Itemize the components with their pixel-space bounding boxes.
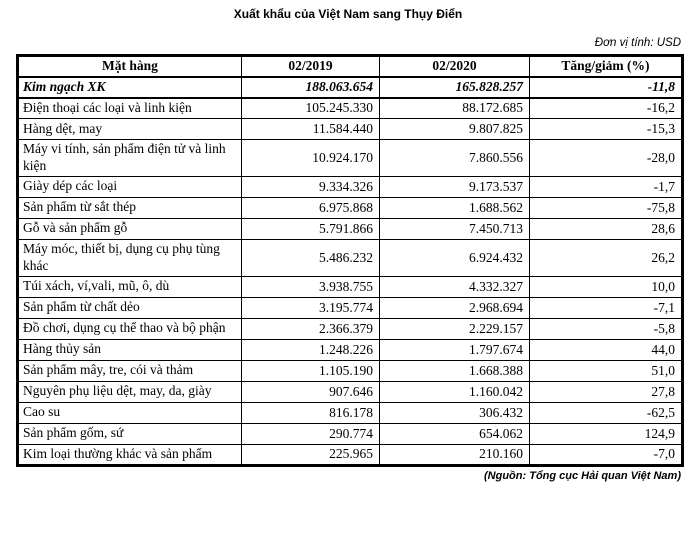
item-name-cell: Đồ chơi, dụng cụ thể thao và bộ phận — [18, 318, 242, 339]
value-2020-cell: 165.828.257 — [380, 77, 530, 98]
page-title: Xuất khẩu của Việt Nam sang Thụy Điển — [233, 7, 463, 21]
value-2019-cell: 907.646 — [242, 381, 380, 402]
change-pct-cell: 10,0 — [530, 276, 683, 297]
value-2020-cell: 4.332.327 — [380, 276, 530, 297]
table-row — [18, 140, 683, 177]
item-name-cell: Kim ngạch XK — [18, 77, 242, 98]
value-2020-cell: 9.173.537 — [380, 176, 530, 197]
change-pct-cell: 44,0 — [530, 339, 683, 360]
value-2019-cell: 1.248.226 — [242, 339, 380, 360]
change-pct-cell: 124,9 — [530, 423, 683, 444]
value-2019-cell: 1.105.190 — [242, 360, 380, 381]
value-2019-cell: 2.366.379 — [242, 318, 380, 339]
table-row — [18, 381, 683, 402]
value-2020-cell: 1.797.674 — [380, 339, 530, 360]
change-pct-cell: -62,5 — [530, 402, 683, 423]
change-pct-cell: 26,2 — [530, 239, 683, 276]
item-name-cell: Sản phẩm từ chất dẻo — [18, 297, 242, 318]
value-2019-cell: 105.245.330 — [242, 98, 380, 119]
item-name-cell: Kim loại thường khác và sản phẩm — [18, 444, 242, 465]
value-2020-cell: 7.450.713 — [380, 218, 530, 239]
table-row — [18, 176, 683, 197]
item-name-cell: Sản phẩm mây, tre, cói và thảm — [18, 360, 242, 381]
change-pct-cell: -7,1 — [530, 297, 683, 318]
value-2020-cell: 210.160 — [380, 444, 530, 465]
column-header-item: Mặt hàng — [18, 56, 242, 77]
change-pct-cell: 51,0 — [530, 360, 683, 381]
value-2019-cell: 9.334.326 — [242, 176, 380, 197]
value-2020-cell: 9.807.825 — [380, 119, 530, 140]
value-2020-cell: 6.924.432 — [380, 239, 530, 276]
value-2019-cell: 3.195.774 — [242, 297, 380, 318]
table-row — [18, 360, 683, 381]
item-name-cell: Hàng thủy sản — [18, 339, 242, 360]
value-2020-cell: 88.172.685 — [380, 98, 530, 119]
source-note: (Nguồn: Tổng cục Hải quan Việt Nam) — [484, 469, 681, 482]
change-pct-cell: 27,8 — [530, 381, 683, 402]
item-name-cell: Cao su — [18, 402, 242, 423]
value-2019-cell: 225.965 — [242, 444, 380, 465]
summary-row — [18, 77, 683, 98]
table-row — [18, 197, 683, 218]
table-row — [18, 339, 683, 360]
item-name-cell: Sản phẩm từ sắt thép — [18, 197, 242, 218]
change-pct-cell: -75,8 — [530, 197, 683, 218]
item-name-cell: Túi xách, ví,vali, mũ, ô, dù — [18, 276, 242, 297]
value-2020-cell: 2.229.157 — [380, 318, 530, 339]
change-pct-cell: -16,2 — [530, 98, 683, 119]
change-pct-cell: 28,6 — [530, 218, 683, 239]
item-name-cell: Máy vi tính, sản phẩm điện tử và linh kiện — [18, 140, 242, 177]
value-2019-cell: 3.938.755 — [242, 276, 380, 297]
value-2020-cell: 7.860.556 — [380, 140, 530, 177]
value-2020-cell: 1.668.388 — [380, 360, 530, 381]
table-row — [18, 402, 683, 423]
value-2020-cell: 2.968.694 — [380, 297, 530, 318]
change-pct-cell: -7,0 — [530, 444, 683, 465]
value-2019-cell: 5.486.232 — [242, 239, 380, 276]
change-pct-cell: -5,8 — [530, 318, 683, 339]
unit-note: Đơn vị tính: USD — [594, 37, 681, 49]
table-row — [18, 423, 683, 444]
item-name-cell: Máy móc, thiết bị, dụng cụ phụ tùng khác — [18, 239, 242, 276]
value-2019-cell: 6.975.868 — [242, 197, 380, 218]
table-row — [18, 276, 683, 297]
value-2020-cell: 654.062 — [380, 423, 530, 444]
item-name-cell: Gỗ và sản phẩm gỗ — [18, 218, 242, 239]
table-row — [18, 297, 683, 318]
change-pct-cell: -15,3 — [530, 119, 683, 140]
table-row — [18, 239, 683, 276]
column-header-change-pct: Tăng/giảm (%) — [530, 56, 683, 77]
change-pct-cell: -1,7 — [530, 176, 683, 197]
value-2020-cell: 306.432 — [380, 402, 530, 423]
table-row — [18, 318, 683, 339]
value-2019-cell: 188.063.654 — [242, 77, 380, 98]
item-name-cell: Nguyên phụ liệu dệt, may, da, giày — [18, 381, 242, 402]
value-2019-cell: 11.584.440 — [242, 119, 380, 140]
value-2020-cell: 1.688.562 — [380, 197, 530, 218]
change-pct-cell: -11,8 — [530, 77, 683, 98]
change-pct-cell: -28,0 — [530, 140, 683, 177]
value-2020-cell: 1.160.042 — [380, 381, 530, 402]
column-header-feb-2020: 02/2020 — [380, 56, 530, 77]
item-name-cell: Sản phẩm gốm, sứ — [18, 423, 242, 444]
table-row — [18, 98, 683, 119]
table-row — [18, 119, 683, 140]
item-name-cell: Điện thoại các loại và linh kiện — [18, 98, 242, 119]
column-header-feb-2019: 02/2019 — [242, 56, 380, 77]
item-name-cell: Hàng dệt, may — [18, 119, 242, 140]
item-name-cell: Giày dép các loại — [18, 176, 242, 197]
table-row — [18, 218, 683, 239]
table-row — [18, 444, 683, 465]
value-2019-cell: 816.178 — [242, 402, 380, 423]
exports-table — [16, 54, 684, 467]
value-2019-cell: 290.774 — [242, 423, 380, 444]
value-2019-cell: 10.924.170 — [242, 140, 380, 177]
table-header-row — [18, 56, 683, 77]
value-2019-cell: 5.791.866 — [242, 218, 380, 239]
